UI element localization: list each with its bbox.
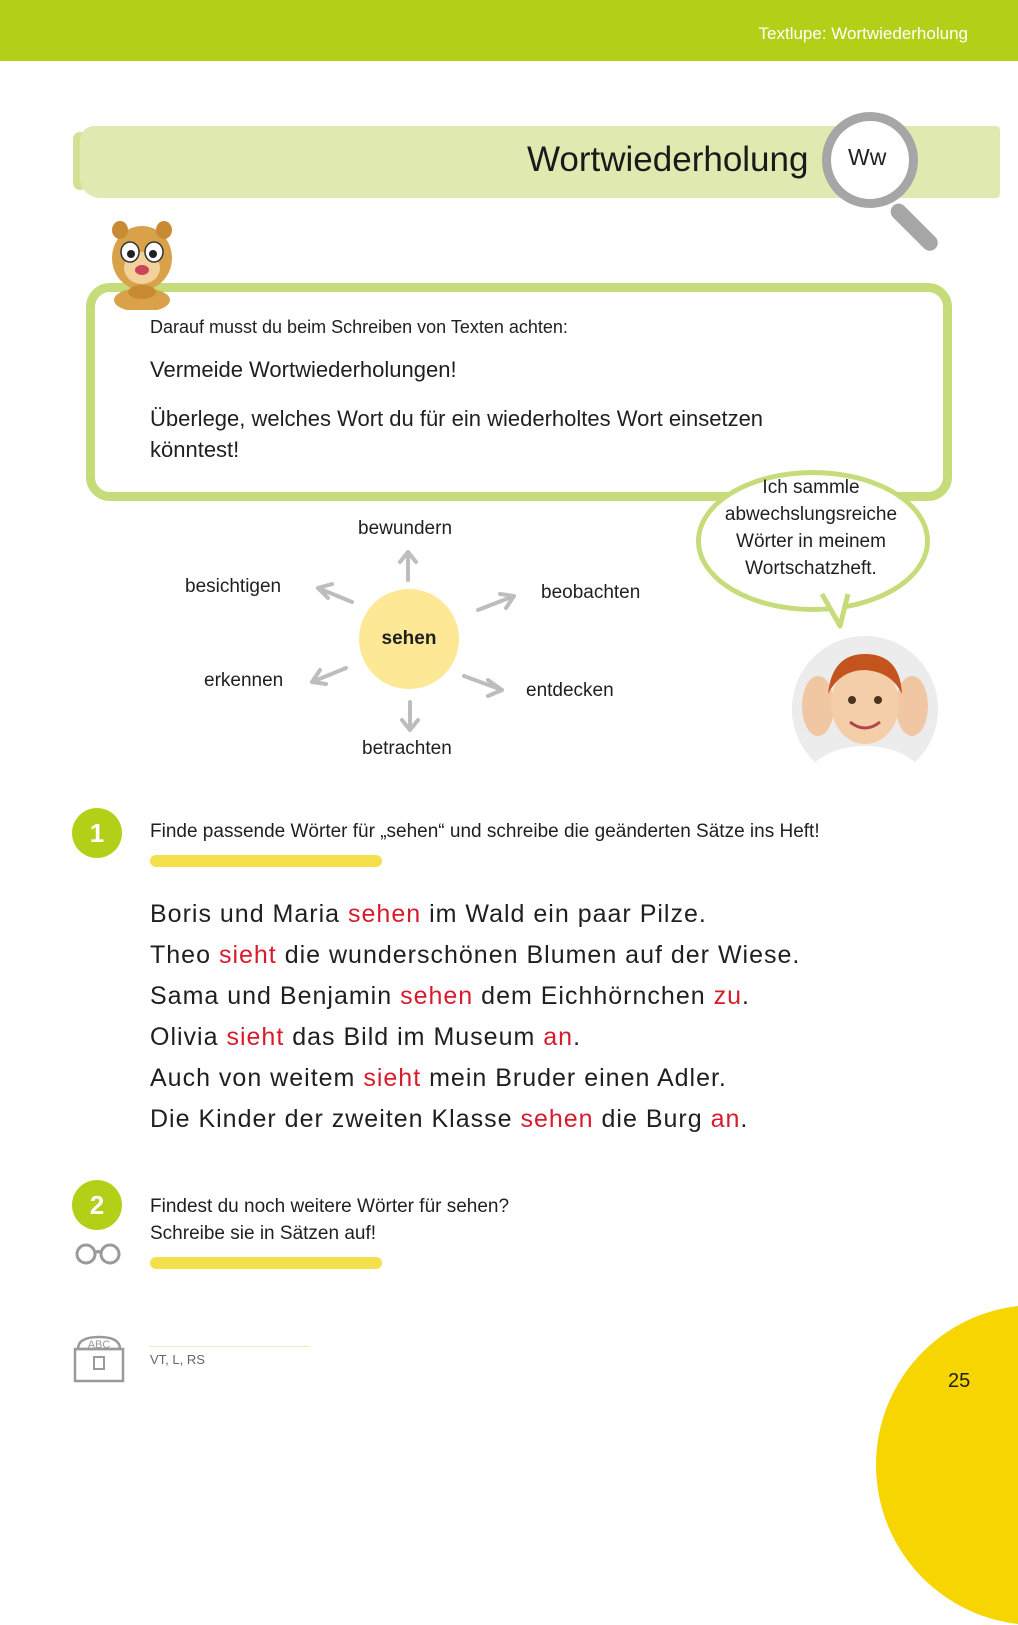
child-photo	[792, 636, 938, 782]
page-number: 25	[948, 1370, 971, 1392]
child-photo-illustration	[792, 636, 938, 782]
page-corner-decoration	[876, 1305, 1018, 1625]
section-title: Textlupe: Wortwiederholung	[758, 24, 968, 43]
center-word: sehen	[381, 628, 437, 649]
treasure-chest-icon	[72, 1333, 126, 1385]
word-top-left: besichtigen	[185, 576, 282, 597]
speech-bubble-text: Ich sammle abwechslungsreiche Wörter in meinem Wortschatzheft.	[724, 477, 898, 579]
rule-line-1: Vermeide Wortwiederholungen!	[150, 357, 457, 382]
sentence: Sama und Benjamin sehen dem Eichhörnchen zu.	[150, 982, 750, 1010]
word-top-right: beobachten	[541, 582, 641, 603]
hamster-mascot-icon	[102, 218, 182, 310]
word-bottom-left: erkennen	[204, 670, 284, 691]
sentence-list	[150, 894, 800, 1140]
magnifier-label: Ww	[848, 144, 887, 170]
page-title: Wortwiederholung	[527, 140, 809, 179]
verb: sehen	[520, 1105, 594, 1133]
rule-heading: Darauf musst du beim Schreiben von Texten achten:	[150, 317, 568, 337]
task-2-line-1: Findest du noch weitere Wörter für sehen?	[150, 1196, 510, 1217]
task-1-number: 1	[72, 808, 122, 858]
task-2-line-2: Schreibe sie in Sätzen auf!	[150, 1223, 377, 1244]
word-top: bewundern	[358, 518, 453, 539]
verb: sehen	[348, 900, 422, 928]
verb: sieht	[363, 1064, 422, 1092]
footer-line	[150, 1346, 310, 1347]
task-1-highlight	[150, 855, 382, 867]
sentence: Theo sieht die wunderschönen Blumen auf der Wiese.	[150, 941, 801, 969]
task-2-highlight	[150, 1257, 382, 1269]
task-1-instruction: Finde passende Wörter für „sehen“ und schreibe die geänderten Sätze ins Heft!	[150, 821, 820, 842]
word-bottom-right: entdecken	[526, 680, 614, 701]
sentence: Auch von weitem sieht mein Bruder einen Adler.	[150, 1064, 727, 1092]
verb: sieht	[218, 941, 277, 969]
magnifier-handle	[887, 200, 941, 254]
particle: an	[543, 1023, 574, 1051]
particle: zu	[713, 982, 742, 1010]
rule-line-2: Überlege, welches Wort du für ein wiederholtes Wort einsetzen könntest!	[150, 406, 764, 462]
verb: sieht	[226, 1023, 285, 1051]
word-bottom: betrachten	[362, 738, 452, 759]
verb: sehen	[400, 982, 474, 1010]
sentence: Olivia sieht das Bild im Museum an.	[150, 1023, 582, 1051]
sentence: Boris und Maria sehen im Wald ein paar Pilze.	[150, 900, 707, 928]
chest-label: ABC	[87, 1339, 111, 1351]
particle: an	[710, 1105, 741, 1133]
rule-box	[86, 283, 952, 501]
task-2-number: 2	[72, 1180, 122, 1230]
glasses-icon	[74, 1242, 122, 1266]
sentence: Die Kinder der zweiten Klasse sehen die Burg an.	[150, 1105, 749, 1133]
footer-code: VT, L, RS	[150, 1352, 205, 1367]
speech-bubble-tail	[818, 592, 858, 632]
